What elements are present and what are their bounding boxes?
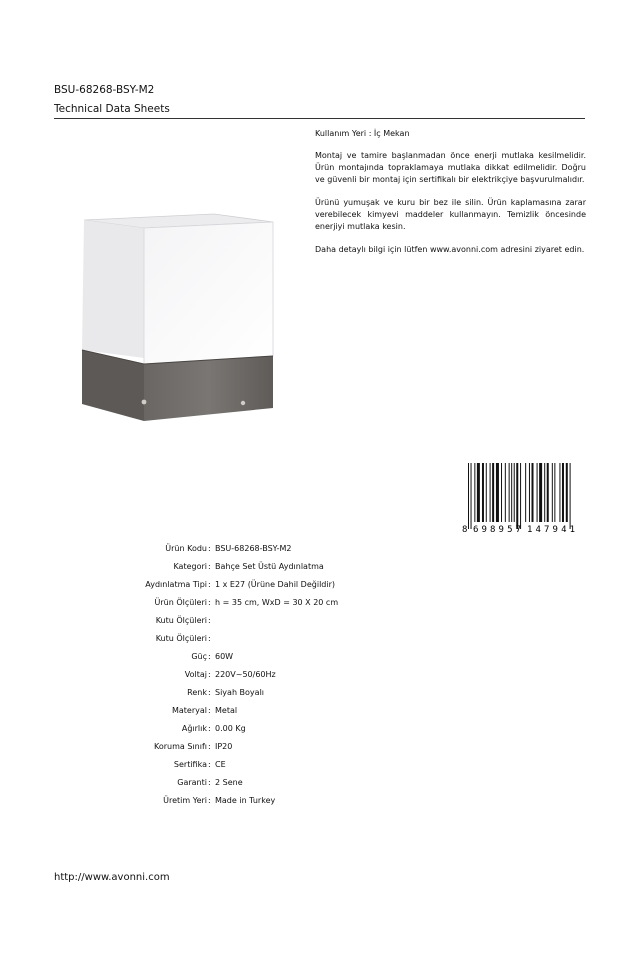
spec-value: Siyah Boyalı <box>215 688 265 697</box>
spec-value: h = 35 cm, WxD = 30 X 20 cm <box>215 598 339 607</box>
spec-separator: : <box>208 634 211 643</box>
spec-value: Bahçe Set Üstü Aydınlatma <box>215 562 324 571</box>
barcode <box>458 460 585 535</box>
barcode-bar <box>516 463 518 529</box>
spec-row-product-dimensions <box>0 598 640 612</box>
spec-value: 2 Sene <box>215 778 243 787</box>
spec-row-box-dimensions-2 <box>0 634 640 648</box>
spec-separator: : <box>208 562 211 571</box>
usage-location: Kullanım Yeri : İç Mekan <box>315 129 410 138</box>
cleaning-instructions: Ürünü yumuşak ve kuru bir bez ile silin. Ürün kaplamasına zarar verebilecek kimyevi maddeler kullanmayın. Temizlik öncesinde enerjiyi mutlaka kesin. <box>315 198 586 231</box>
spec-value: CE <box>215 760 226 769</box>
spec-separator: : <box>208 706 211 715</box>
spec-separator: : <box>208 652 211 661</box>
barcode-bar <box>468 463 469 529</box>
spec-value: Made in Turkey <box>215 796 276 805</box>
spec-row-protection-class <box>0 742 640 756</box>
spec-row-lighting-type <box>0 580 640 594</box>
barcode-bar <box>552 463 553 522</box>
barcode-first-digit: 8 <box>462 525 468 535</box>
spec-value: 220V~50/60Hz <box>215 670 276 679</box>
barcode-bar <box>544 463 545 522</box>
barcode-bar <box>471 463 472 529</box>
more-info-note: Daha detaylı bilgi için lütfen www.avonni.com adresini ziyaret edin. <box>315 245 585 254</box>
barcode-bar <box>554 463 555 522</box>
spec-label: Kutu Ölçüleri <box>155 616 207 625</box>
spec-value: Metal <box>215 706 238 715</box>
spec-row-power <box>0 652 640 666</box>
spec-separator: : <box>208 742 211 751</box>
info-text-block <box>315 128 586 267</box>
spec-label: Garanti <box>177 778 207 787</box>
mounting-warning: Montaj ve tamire başlanmadan önce enerji mutlaka kesilmelidir. Ürün montajında topraklamaya mutlaka dikkat edilmelidir. Doğru ve güvenli bir montaj için sertifikalı bir elektrikçiye başvurulmalıdır. <box>315 151 586 184</box>
barcode-bar <box>505 463 506 522</box>
barcode-left-digits: 698957 <box>473 525 521 535</box>
barcode-bar <box>496 463 499 522</box>
spec-separator: : <box>208 796 211 805</box>
barcode-bar <box>562 463 564 522</box>
document-title: Technical Data Sheets <box>54 103 170 115</box>
barcode-bar <box>525 463 526 522</box>
spec-row-category <box>0 562 640 576</box>
spec-value: 1 x E27 (Ürüne Dahil Değildir) <box>215 580 335 589</box>
spec-separator: : <box>208 688 211 697</box>
spec-separator: : <box>208 760 211 769</box>
spec-label: Ürün Ölçüleri <box>154 598 207 607</box>
spec-label: Kategori <box>173 562 207 571</box>
header-divider <box>54 118 585 119</box>
spec-label: Güç <box>191 652 207 661</box>
barcode-bar <box>566 463 568 522</box>
barcode-bar <box>529 463 530 522</box>
spec-row-certificate <box>0 760 640 774</box>
spec-label: Materyal <box>171 706 207 715</box>
spec-value: IP20 <box>215 742 233 751</box>
product-code-heading: BSU-68268-BSY-M2 <box>54 84 155 96</box>
barcode-bar <box>486 463 487 522</box>
spec-label: Ağırlık <box>181 724 207 733</box>
spec-value: 0.00 Kg <box>215 724 246 733</box>
product-image <box>58 192 286 424</box>
spec-row-origin <box>0 796 640 810</box>
barcode-bar <box>509 463 510 522</box>
barcode-bar <box>570 463 571 529</box>
spec-separator: : <box>208 724 211 733</box>
spec-value: BSU-68268-BSY-M2 <box>215 544 292 553</box>
barcode-bar <box>559 463 560 522</box>
spec-label: Kutu Ölçüleri <box>155 634 207 643</box>
spec-label: Aydınlatma Tipi <box>145 580 207 589</box>
barcode-bar <box>514 463 515 522</box>
spec-row-voltage <box>0 670 640 684</box>
barcode-bar <box>511 463 512 522</box>
spec-separator: : <box>208 778 211 787</box>
barcode-bar <box>537 463 538 522</box>
barcode-bar <box>492 463 494 522</box>
spec-separator: : <box>208 544 211 553</box>
spec-label: Sertifika <box>173 760 207 769</box>
spec-separator: : <box>208 670 211 679</box>
website-link[interactable]: http://www.avonni.com <box>54 872 170 883</box>
barcode-bar <box>501 463 502 522</box>
spec-label: Ürün Kodu <box>165 544 207 553</box>
barcode-bar <box>539 463 542 522</box>
spec-separator: : <box>208 580 211 589</box>
spec-row-warranty <box>0 778 640 792</box>
barcode-bar <box>474 463 475 522</box>
barcode-right-digits: 147941 <box>527 525 575 535</box>
spec-label: Renk <box>187 688 207 697</box>
spec-row-material <box>0 706 640 720</box>
barcode-bar <box>490 463 491 522</box>
spec-row-color <box>0 688 640 702</box>
barcode-bar <box>482 463 484 522</box>
barcode-bar <box>547 463 549 522</box>
spec-separator: : <box>208 616 211 625</box>
spec-separator: : <box>208 598 211 607</box>
spec-row-weight <box>0 724 640 738</box>
spec-label: Üretim Yeri <box>163 796 207 805</box>
barcode-bar <box>520 463 521 529</box>
spec-label: Voltaj <box>184 670 207 679</box>
spec-label: Koruma Sınıfı <box>154 742 207 751</box>
spec-row-product-code <box>0 544 640 558</box>
spec-value: 60W <box>215 652 234 661</box>
spec-row-box-dimensions <box>0 616 640 630</box>
barcode-bar <box>477 463 480 522</box>
barcode-bars <box>458 460 585 535</box>
barcode-bar <box>532 463 534 522</box>
